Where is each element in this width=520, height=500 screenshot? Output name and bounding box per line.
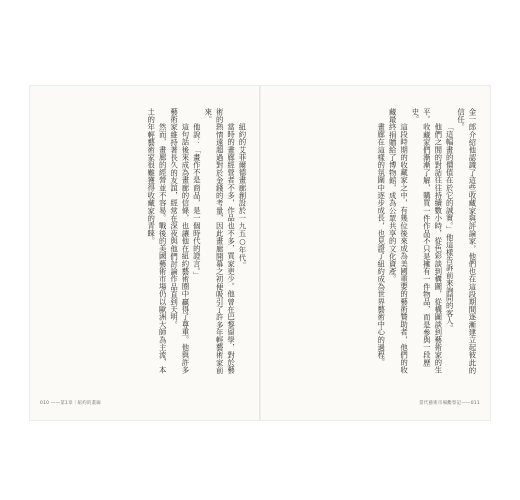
left-paragraph: 這句話後來成為畫廊的信條，也讓他在紐約藝術圈中贏得了尊重。他與許多藝術家維持著長久的友誼，經常在深夜與他們討論作品直到天明。	[169, 108, 190, 374]
left-paragraph: 紐約的艾菲爾德畫廊創設於一九五○年代。	[238, 122, 247, 269]
left-page-text	[48, 108, 248, 380]
left-page-folio: 010 ——第1章｜紐約的畫廊	[40, 401, 101, 406]
right-paragraph: 「這幅畫的價值在於它的誠實。」他這樣告訴前來詢問的客人。	[445, 122, 455, 332]
right-paragraph: 他們之間的對話往往持續數小時，從色彩談到構圖，從構圖談到藝術家的生平。收藏家們漸漸了解，購買一件作品不只是擁有一件物品，而是參與一段歷史。	[410, 108, 443, 374]
left-paragraph: 然而，畫廊的經營並不容易。戰後的美國藝術市場仍以歐洲大師為主流，本土的年輕藝術家很難獲得收藏家的青睞。	[146, 108, 168, 374]
right-paragraph: 金一郎介紹他認識了這些收藏家與評論家，他們也在這段期間逐漸建立起彼此的信任。	[456, 108, 477, 374]
right-page-folio: 當代藝術市場觀察記——011	[419, 401, 480, 406]
left-paragraph: 他說：「畫作不是商品，是一個時代的證言。」	[192, 122, 202, 279]
right-page-text	[273, 108, 478, 380]
book-spread	[30, 86, 490, 420]
right-paragraph: 畫廊在這樣的氛圍中逐步成長，也見證了紐約成為世界藝術中心的過程。	[376, 122, 386, 366]
right-paragraph: 這段時期的收藏家之中，有幾位後來成為美國重要的藝術贊助者，他們的收藏最終捐贈給了博物館，成為公眾共享的文化資產。	[388, 108, 409, 374]
left-paragraph: 當時的畫廊經營者不多，作品也不多，買家更少。他曾在巴黎留學，對於藝術的熱情遠超過對於金錢的考量，因此畫廊開幕之初便吸引了許多年輕藝術家前來。	[203, 108, 236, 374]
right-page	[261, 86, 490, 420]
left-page	[30, 86, 259, 420]
